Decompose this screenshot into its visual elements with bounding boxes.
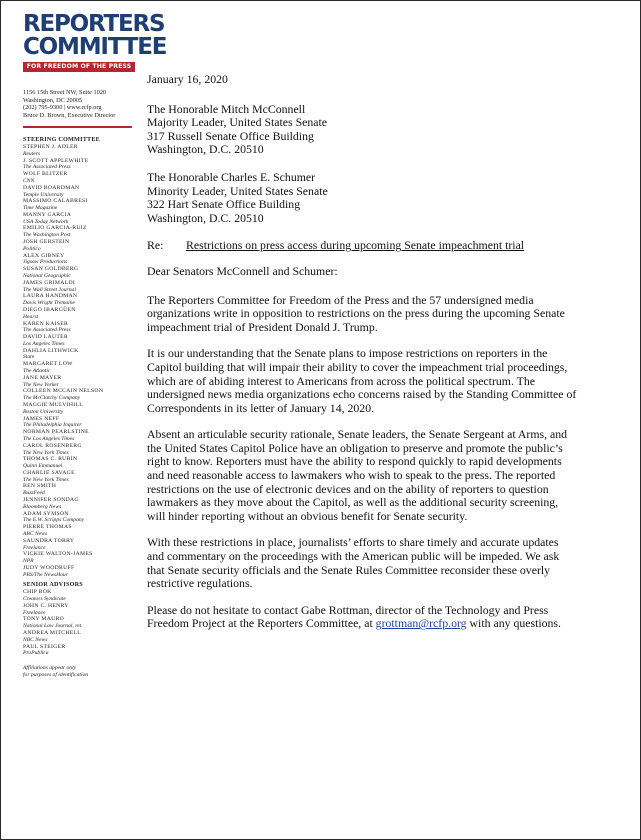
member-name: JOSH GERSTEIN [23, 239, 70, 246]
member-name: ANDREA MITCHELL [23, 630, 82, 637]
member-entry [23, 293, 138, 306]
member-affiliation: NBC News [23, 636, 48, 643]
member-name: JAMES NEFF [23, 415, 60, 422]
footnote-line-2: for purposes of identification [23, 671, 89, 678]
re-subject: Restrictions on press access during upcoming Senate impeachment trial [186, 238, 525, 253]
member-name: MANNY GARCIA [23, 211, 72, 218]
letter-body [147, 73, 577, 644]
contact-city: Washington, DC 20005 [23, 96, 83, 104]
member-affiliation: Freelance [23, 609, 46, 616]
paragraph-4: With these restrictions in place, journalists’ efforts to share timely and accurate updates and commentary on the proceedings with the American public will be impeded. We ask that Senate security officials and the Senate Rules Committee reconsider these overly restrictive regulations. [147, 535, 560, 591]
member-affiliation: Temple University [23, 191, 64, 198]
recipient-line: The Honorable Charles E. Schumer [147, 169, 316, 184]
member-affiliation: Freelance [23, 544, 46, 551]
member-name: CHIP BOK [23, 589, 52, 596]
member-entry [23, 225, 138, 238]
member-entry [23, 589, 138, 602]
member-entry [23, 470, 138, 483]
recipient-line: Washington, D.C. 20510 [147, 210, 264, 225]
rcfp-logo [23, 11, 167, 72]
member-name: MASSIMO CALABRESI [23, 198, 88, 205]
member-name: SAUNDRA TORRY [23, 537, 75, 544]
member-name: EMILIO GARCIA-RUIZ [23, 225, 87, 232]
recipient-line: 322 Hart Senate Office Building [147, 197, 301, 212]
paragraph-1: The Reporters Committee for Freedom of the Press and the 57 undersigned media organizations write in opposition to restrictions on the press during the upcoming Senate impeachment trial of President Donald J. Trump. [147, 292, 565, 334]
member-name: CAROL ROSENBERG [23, 442, 82, 449]
member-name: STEPHEN J. ADLER [23, 144, 78, 150]
member-affiliation: The New York Times [23, 449, 69, 456]
member-entry [23, 280, 138, 293]
member-name: NORMAN PEARLSTINE [23, 429, 89, 436]
member-name: DAVID BOARDMAN [23, 184, 80, 191]
re-line [147, 239, 577, 253]
member-affiliation: The Wall Street Journal [23, 286, 76, 293]
recipient-line: Washington, D.C. 20510 [147, 142, 264, 157]
steering-committee-list [23, 144, 138, 578]
member-entry [23, 144, 138, 157]
member-name: J. SCOTT APPLEWHITE [23, 157, 89, 164]
contact-email-link[interactable]: grottman@rcfp.org [375, 616, 467, 631]
member-affiliation: BuzzFeed [23, 490, 45, 497]
member-affiliation: CNN [23, 177, 35, 184]
contact-director: Bruce D. Brown, Executive Director [23, 111, 116, 119]
member-name: ADAM SYMSON [23, 510, 69, 517]
member-entry [23, 630, 138, 643]
member-name: JANE MAYER [23, 374, 62, 381]
member-entry [23, 321, 138, 334]
member-affiliation: The Associated Press [23, 164, 71, 171]
member-name: PIERRE THOMAS [23, 524, 72, 531]
member-name: COLLEEN MCCAIN NELSON [23, 388, 104, 395]
member-entry [23, 307, 138, 320]
member-name: WOLF BLITZER [23, 171, 68, 178]
member-affiliation: Creators Syndicate [23, 596, 66, 603]
member-entry [23, 565, 138, 578]
member-affiliation: ABC News [23, 530, 48, 537]
recipient-line: Minority Leader, United States Senate [147, 183, 328, 198]
member-affiliation: Los Angeles Times [23, 340, 65, 347]
logo-line-2: COMMITTEE [23, 34, 167, 60]
steering-committee-heading: STEERING COMMITTEE [23, 136, 101, 143]
member-affiliation: The McClatchy Company [23, 395, 81, 402]
re-label: Re: [147, 238, 164, 253]
contact-phone-web: (202) 795-9300 | www.rcfp.org [23, 104, 102, 112]
member-affiliation: The E.W. Scripps Company [23, 517, 85, 524]
member-affiliation: Davis Wright Tremaine [23, 300, 76, 307]
recipient-line: 317 Russell Senate Office Building [147, 128, 314, 143]
member-entry [23, 511, 138, 524]
member-affiliation: Time Magazine [23, 205, 58, 212]
member-entry [23, 388, 138, 401]
member-affiliation: Jigsaw Productions [23, 259, 68, 266]
member-entry [23, 429, 138, 442]
member-entry [23, 158, 138, 171]
member-affiliation: The Philadelphia Inquirer [23, 422, 82, 429]
member-name: MARGARET LOW [23, 361, 73, 368]
recipient-mcconnell [147, 103, 577, 157]
paragraph-5-text: Please do not hesitate to contact Gabe Rottman, director of the Technology and Press Freedom Project at the Reporters Committee, at [147, 602, 549, 631]
member-entry [23, 185, 138, 198]
member-affiliation: The New Yorker [23, 381, 59, 388]
member-entry [23, 239, 138, 252]
paragraph-5 [147, 604, 577, 631]
logo-tagline: FOR FREEDOM OF THE PRESS [23, 62, 135, 72]
senior-advisors-list [23, 589, 138, 657]
contact-block [23, 89, 115, 119]
salutation: Dear Senators McConnell and Schumer: [147, 263, 338, 278]
member-entry [23, 416, 138, 429]
letter-date: January 16, 2020 [147, 72, 228, 86]
member-affiliation: Politico [23, 245, 41, 252]
member-affiliation: National Law Journal, ret. [23, 623, 83, 630]
member-name: JOHN C. HENRY [23, 602, 69, 609]
member-affiliation: Bloomberg News [23, 503, 62, 510]
member-entry [23, 443, 138, 456]
member-name: BEN SMITH [23, 483, 57, 490]
member-affiliation: The Washington Post [23, 232, 71, 239]
member-entry [23, 402, 138, 415]
contact-address: 1156 15th Street NW, Suite 1020 [23, 89, 107, 96]
recipient-schumer [147, 171, 577, 225]
member-entry [23, 212, 138, 225]
member-entry [23, 266, 138, 279]
member-name: CHARLIE SAVAGE [23, 469, 75, 476]
member-affiliation: The Associated Press [23, 327, 71, 334]
member-name: MAGGIE MULVIHILL [23, 401, 84, 408]
member-entry [23, 348, 138, 361]
member-name: DAVID LAUTER [23, 334, 69, 341]
member-name: LAURA HANDMAN [23, 293, 78, 300]
member-name: ALEX GIBNEY [23, 252, 65, 259]
paragraph-5-end: with any questions. [466, 616, 561, 631]
member-name: VICKIE WALTON-JAMES [23, 551, 93, 558]
member-entry [23, 361, 138, 374]
member-name: DIEGO IBARGÜEN [23, 306, 76, 313]
member-name: JUDY WOODRUFF [23, 564, 75, 571]
member-entry [23, 334, 138, 347]
member-entry [23, 616, 138, 629]
member-entry [23, 253, 138, 266]
member-affiliation: The Los Angeles Times [23, 435, 75, 442]
member-affiliation: NPR [23, 558, 34, 565]
member-affiliation: Slate [23, 354, 35, 361]
member-entry [23, 171, 138, 184]
member-affiliation: Reuters [23, 150, 41, 157]
member-name: JENNIFER SONDAG [23, 497, 79, 504]
member-affiliation: USA Today Network [23, 218, 69, 225]
footnote-line-1: Affiliations appear only [23, 665, 77, 672]
recipient-line: The Honorable Mitch McConnell [147, 101, 306, 116]
member-entry [23, 603, 138, 616]
member-affiliation: Quinn Emmanuel [23, 463, 63, 470]
paragraph-2: It is our understanding that the Senate plans to impose restrictions on reporters in the Capitol building that will impair their ability to cover the impeachment trial proceedings, which are of abiding interest to Americans from across the political spectrum. The undersigned news media organizations echo concerns raised by the Standing Committee of Correspondents in its letter of January 14, 2020. [147, 346, 577, 415]
member-entry [23, 538, 138, 551]
member-affiliation: Boston University [23, 408, 64, 415]
member-entry [23, 198, 138, 211]
member-affiliation: ProPublica [23, 650, 49, 657]
member-entry [23, 456, 138, 469]
member-name: PAUL STEIGER [23, 643, 66, 650]
member-affiliation: The New York Times [23, 476, 69, 483]
recipient-line: Majority Leader, United States Senate [147, 115, 328, 130]
member-entry [23, 551, 138, 564]
logo-line-1: REPORTERS [23, 11, 165, 37]
member-name: DAHLIA LITHWICK [23, 347, 79, 354]
member-entry [23, 524, 138, 537]
member-entry [23, 483, 138, 496]
paragraph-3: Absent an articulable security rationale, Senate leaders, the Senate Sergeant at Arms, and the United States Capitol Police have an obligation to preserve and promote the public’s right to know. Reporters must have the ability to respond quickly to rapid developments and need reasonable access to lawmakers who wish to speak to the press. The reported restrictions on the use of electronic devices and on the ability of reporters to question lawmakers as they move about the Capitol, as well as the additional security screening, will hinder reporting without an obvious benefit for Senate security. [147, 427, 568, 523]
member-entry [23, 644, 138, 657]
affiliations-footnote [23, 665, 138, 678]
member-affiliation: The Atlantic [23, 368, 51, 375]
member-name: TONY MAURO [23, 616, 65, 623]
sidebar [23, 136, 138, 678]
member-name: KAREN KAISER [23, 320, 69, 327]
member-affiliation: PBS/The NewsHour [23, 571, 68, 578]
member-name: THOMAS C. RUBIN [23, 456, 78, 463]
member-affiliation: Hearst [23, 313, 39, 320]
member-name: JAMES GRIMALDI [23, 279, 76, 286]
member-name: SUSAN GOLDBERG [23, 266, 79, 273]
member-entry [23, 375, 138, 388]
member-affiliation: National Geographic [23, 273, 71, 279]
senior-advisors-heading: SENIOR ADVISORS [23, 581, 83, 589]
member-entry [23, 497, 138, 510]
sidebar-divider [23, 126, 132, 128]
